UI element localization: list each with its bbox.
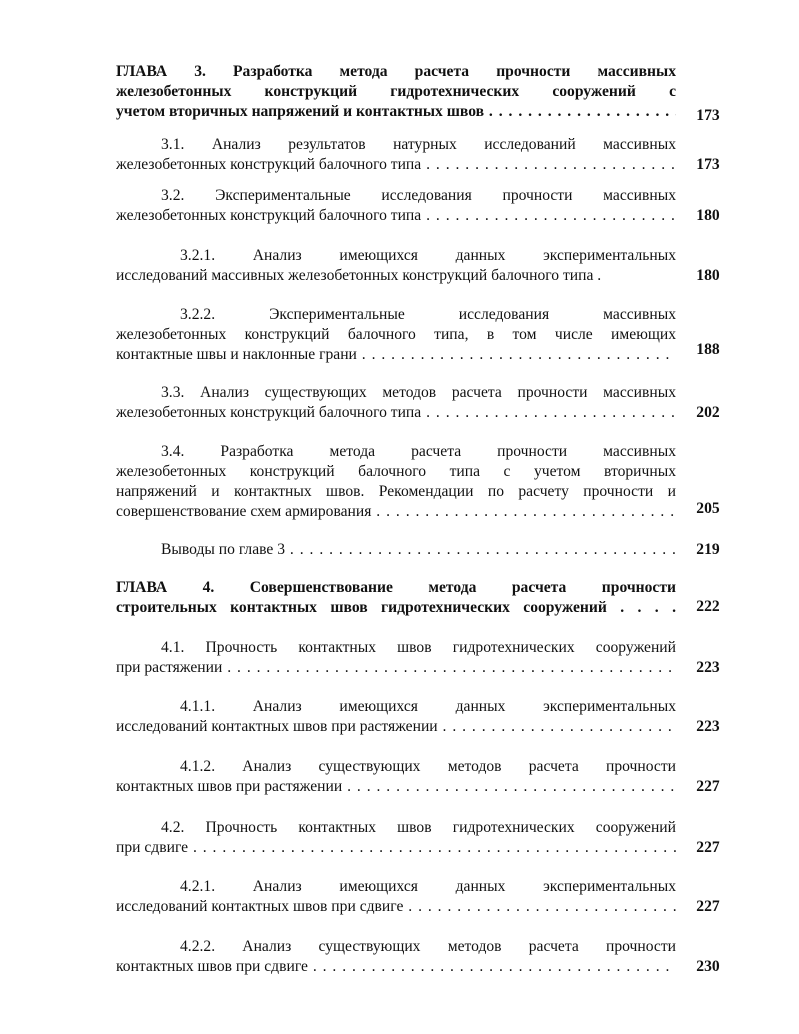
toc-entry-title: 4.2. Прочность контактных швов гидротехнических сооружений при сдвиге . . . [116, 818, 676, 858]
toc-page-number: 227 [696, 778, 720, 795]
toc-entry-title: ГЛАВА 3. Разработка метода расчета прочности массивных железобетонных конструкций гидротехнических сооружений с учетом вторичных напряжений и контактных швов . . . [116, 62, 676, 122]
toc-page-number: 180 [696, 267, 720, 284]
toc-page-number: 173 [696, 107, 720, 124]
toc-entry-title: 3.3. Анализ существующих методов расчета прочности массивных железобетонных конструкций балочного типа . . . [116, 383, 676, 423]
toc-page-number: 173 [696, 156, 720, 173]
toc-page-number: 223 [696, 659, 720, 676]
toc-entry-title: 3.2.2. Экспериментальные исследования массивных железобетонных конструкций балочного типа, в том числе имеющих контактные швы и наклонные грани . . . [116, 305, 676, 365]
toc-page-number: 227 [696, 839, 720, 856]
toc-entry-title: 3.4. Разработка метода расчета прочности массивных железобетонных конструкций балочного типа с учетом вторичных напряжений и контактных швов. Рекомендации по расчету прочности и совершенствование схем армирования . . . [116, 442, 676, 522]
toc-page-number: 222 [696, 598, 720, 615]
toc-entry-title: 4.1.2. Анализ существующих методов расчета прочности контактных швов при растяжении . . . [116, 757, 676, 797]
toc-entry-title: 4.1. Прочность контактных швов гидротехнических сооружений при растяжении . . . [116, 638, 676, 678]
toc-entry-title: 3.2. Экспериментальные исследования прочности массивных железобетонных конструкций балочного типа . . . [116, 186, 676, 226]
toc-entry-title: 3.2.1. Анализ имеющихся данных экспериментальных исследований массивных железобетонных конструкций балочного типа . [116, 247, 676, 284]
toc-page-number: 219 [696, 541, 720, 558]
toc-page-number: 205 [696, 500, 720, 517]
toc-entry-title: Выводы по главе 3 . . . [116, 540, 676, 560]
toc-entry-title: 4.2.1. Анализ имеющихся данных экспериментальных исследований контактных швов при сдвиге . . . [116, 877, 676, 917]
toc-page-number: 227 [696, 898, 720, 915]
toc-page-number: 180 [696, 207, 720, 224]
toc-entry-title: ГЛАВА 4. Совершенствование метода расчета прочности строительных контактных швов гидротехнических сооружений . . . . [116, 579, 676, 616]
toc-page-number: 202 [696, 404, 720, 421]
toc-entry-title: 3.1. Анализ результатов натурных исследований массивных железобетонных конструкций балочного типа . . . [116, 135, 676, 175]
toc-entry-title: 4.1.1. Анализ имеющихся данных экспериментальных исследований контактных швов при растяжении . . . [116, 697, 676, 737]
toc-page-number: 223 [696, 718, 720, 735]
toc-page-number: 188 [696, 341, 720, 358]
toc-page-number: 230 [696, 958, 720, 975]
toc-entry-title: 4.2.2. Анализ существующих методов расчета прочности контактных швов при сдвиге . . . [116, 937, 676, 977]
